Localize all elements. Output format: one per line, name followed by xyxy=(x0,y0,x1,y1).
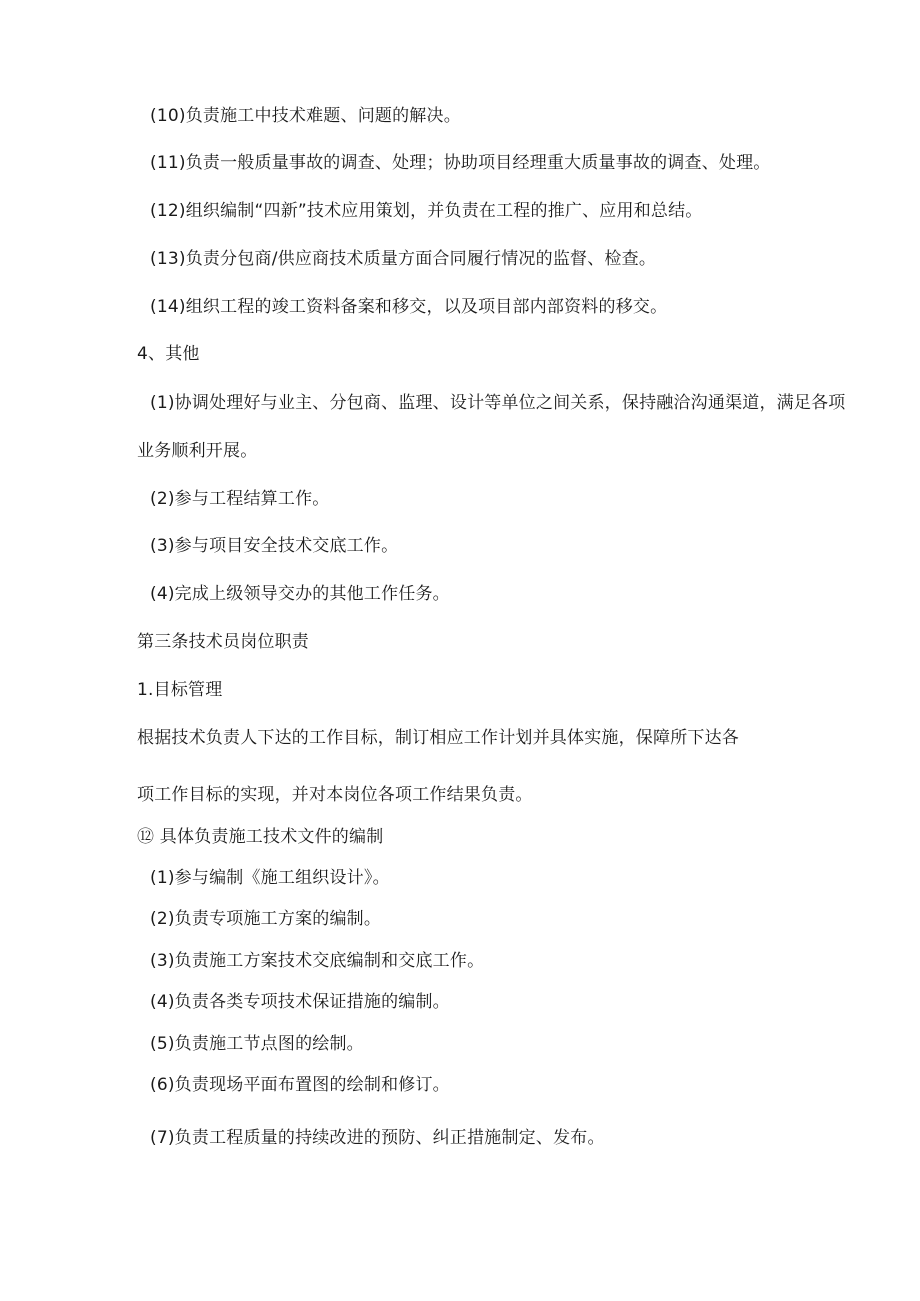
doc-item-7: (7)负责工程质量的持续改进的预防、纠正措施制定、发布。 xyxy=(150,1128,605,1148)
paragraph-item-14: (14)组织工程的竣工资料备案和移交，以及项目部内部资料的移交。 xyxy=(150,297,668,317)
paragraph-item-11: (11)负责一般质量事故的调查、处理；协助项目经理重大质量事故的调查、处理。 xyxy=(150,153,771,173)
doc-item-5: (5)负责施工节点图的绘制。 xyxy=(150,1034,364,1054)
doc-item-3: (3)负责施工方案技术交底编制和交底工作。 xyxy=(150,951,485,971)
doc-item-1: (1)参与编制《施工组织设计》。 xyxy=(150,868,390,888)
paragraph-item-13: (13)负责分包商/供应商技术质量方面合同履行情况的监督、检查。 xyxy=(150,249,657,269)
paragraph-item-10: (10)负责施工中技术难题、问题的解决。 xyxy=(150,106,461,126)
article-heading: 第三条技术员岗位职责 xyxy=(137,632,309,652)
doc-item-2: (2)负责专项施工方案的编制。 xyxy=(150,909,382,929)
paragraph-item-2: (2)参与工程结算工作。 xyxy=(150,489,330,509)
paragraph-item-3: (3)参与项目安全技术交底工作。 xyxy=(150,536,399,556)
doc-item-6: (6)负责现场平面布置图的绘制和修订。 xyxy=(150,1075,450,1095)
doc-item-4: (4)负责各类专项技术保证措施的编制。 xyxy=(150,992,450,1012)
section-heading-documents: ⑫ 具体负责施工技术文件的编制 xyxy=(137,827,384,847)
paragraph-target-continued: 项工作目标的实现，并对本岗位各项工作结果负责。 xyxy=(137,785,533,805)
paragraph-item-1-continued: 业务顺利开展。 xyxy=(137,441,258,461)
section-heading-other: 4、其他 xyxy=(137,344,200,364)
paragraph-item-1: (1)协调处理好与业主、分包商、监理、设计等单位之间关系，保持融洽沟通渠道，满足各项 xyxy=(150,393,846,413)
paragraph-target: 根据技术负责人下达的工作目标，制订相应工作计划并具体实施，保障所下达各 xyxy=(137,728,739,748)
section-heading-target: 1.目标管理 xyxy=(137,680,223,700)
paragraph-item-4: (4)完成上级领导交办的其他工作任务。 xyxy=(150,584,450,604)
paragraph-item-12: (12)组织编制“四新”技术应用策划，并负责在工程的推广、应用和总结。 xyxy=(150,201,703,221)
